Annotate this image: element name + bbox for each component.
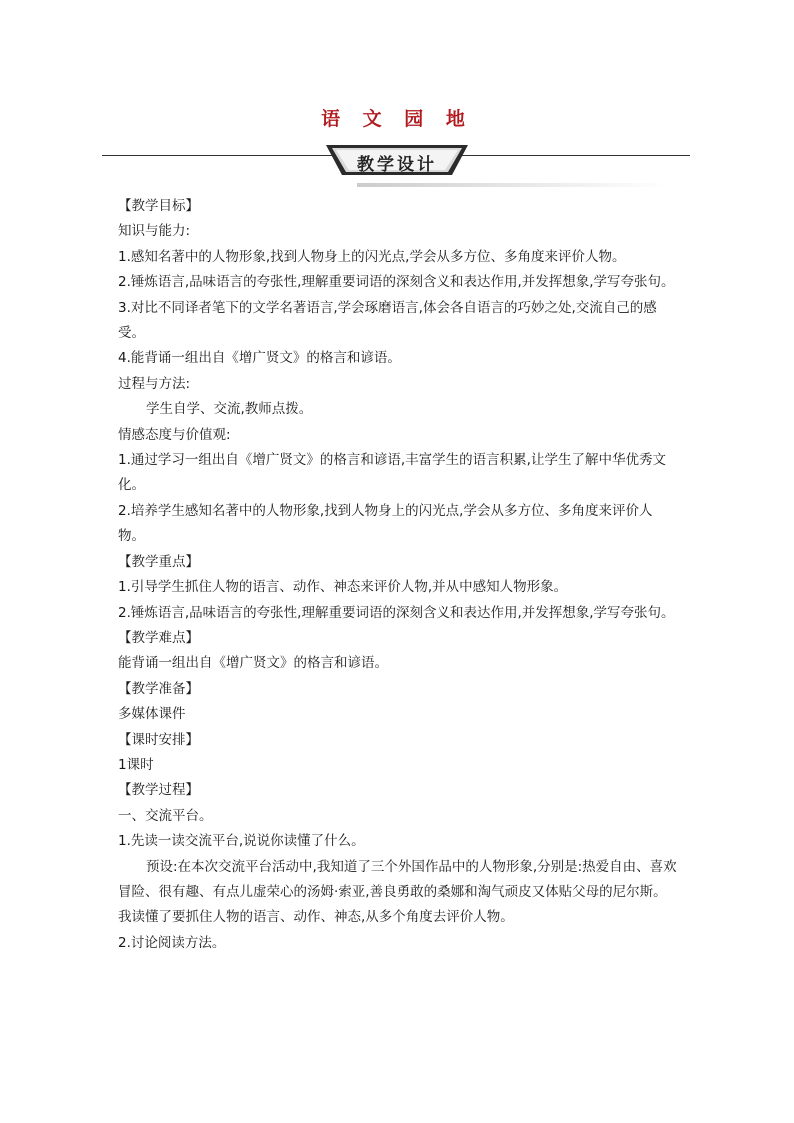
key-heading: 【教学重点】 — [118, 553, 199, 570]
knowledge-item-2: 2.锤炼语言,品味语言的夸张性,理解重要词语的深刻含义和表达作用,并发挥想象,学写夸张句。 — [118, 274, 675, 291]
banner-shadow — [357, 183, 667, 187]
emotion-label: 情感态度与价值观: — [118, 426, 231, 443]
banner-label: 教学设计 — [357, 155, 437, 175]
step-2: 2.讨论阅读方法。 — [118, 934, 226, 951]
process-text: 学生自学、交流,教师点拨。 — [146, 401, 313, 418]
key-item-1: 1.引导学生抓住人物的语言、动作、神态来评价人物,并从中感知人物形象。 — [118, 579, 568, 596]
knowledge-item-4: 4.能背诵一组出自《增广贤文》的格言和谚语。 — [118, 350, 401, 367]
page-title: 语 文 园 地 — [321, 108, 473, 130]
schedule-heading: 【课时安排】 — [118, 731, 199, 748]
document-body — [118, 194, 678, 956]
difficulty-text: 能背诵一组出自《增广贤文》的格言和谚语。 — [118, 655, 388, 672]
knowledge-item-1: 1.感知名著中的人物形象,找到人物身上的闪光点,学会从多方位、多角度来评价人物。 — [118, 248, 626, 265]
preset-paragraph: 预设:在本次交流平台活动中,我知道了三个外国作品中的人物形象,分别是:热爱自由、喜欢冒险、很有趣、有点儿虚荣心的汤姆·索亚,善良勇敢的桑娜和淘气顽皮又体贴父母的尼尔斯。我读懂了要抓住人物的语言、动作、神态,从多个角度去评价人物。 — [118, 858, 677, 926]
difficulty-heading: 【教学难点】 — [118, 629, 199, 646]
emotion-item-1: 1.通过学习一组出自《增广贤文》的格言和谚语,丰富学生的语言积累,让学生了解中华优秀文化。 — [118, 452, 666, 494]
section-1-title: 一、交流平台。 — [118, 807, 213, 824]
knowledge-label: 知识与能力: — [118, 223, 191, 240]
prep-heading: 【教学准备】 — [118, 680, 199, 697]
schedule-text: 1课时 — [118, 756, 154, 773]
step-1: 1.先读一读交流平台,说说你读懂了什么。 — [118, 833, 365, 850]
key-item-2: 2.锤炼语言,品味语言的夸张性,理解重要词语的深刻含义和表达作用,并发挥想象,学写夸张句。 — [118, 604, 675, 621]
process-heading: 【教学过程】 — [118, 782, 199, 799]
prep-text: 多媒体课件 — [118, 706, 186, 723]
process-label: 过程与方法: — [118, 375, 191, 392]
section-banner — [102, 143, 690, 187]
emotion-item-2: 2.培养学生感知名著中的人物形象,找到人物身上的闪光点,学会从多方位、多角度来评价人物。 — [118, 502, 653, 545]
knowledge-item-3: 3.对比不同译者笔下的文学名著语言,学会琢磨语言,体会各自语言的巧妙之处,交流自己的感受。 — [118, 299, 657, 342]
goals-heading: 【教学目标】 — [118, 198, 199, 214]
